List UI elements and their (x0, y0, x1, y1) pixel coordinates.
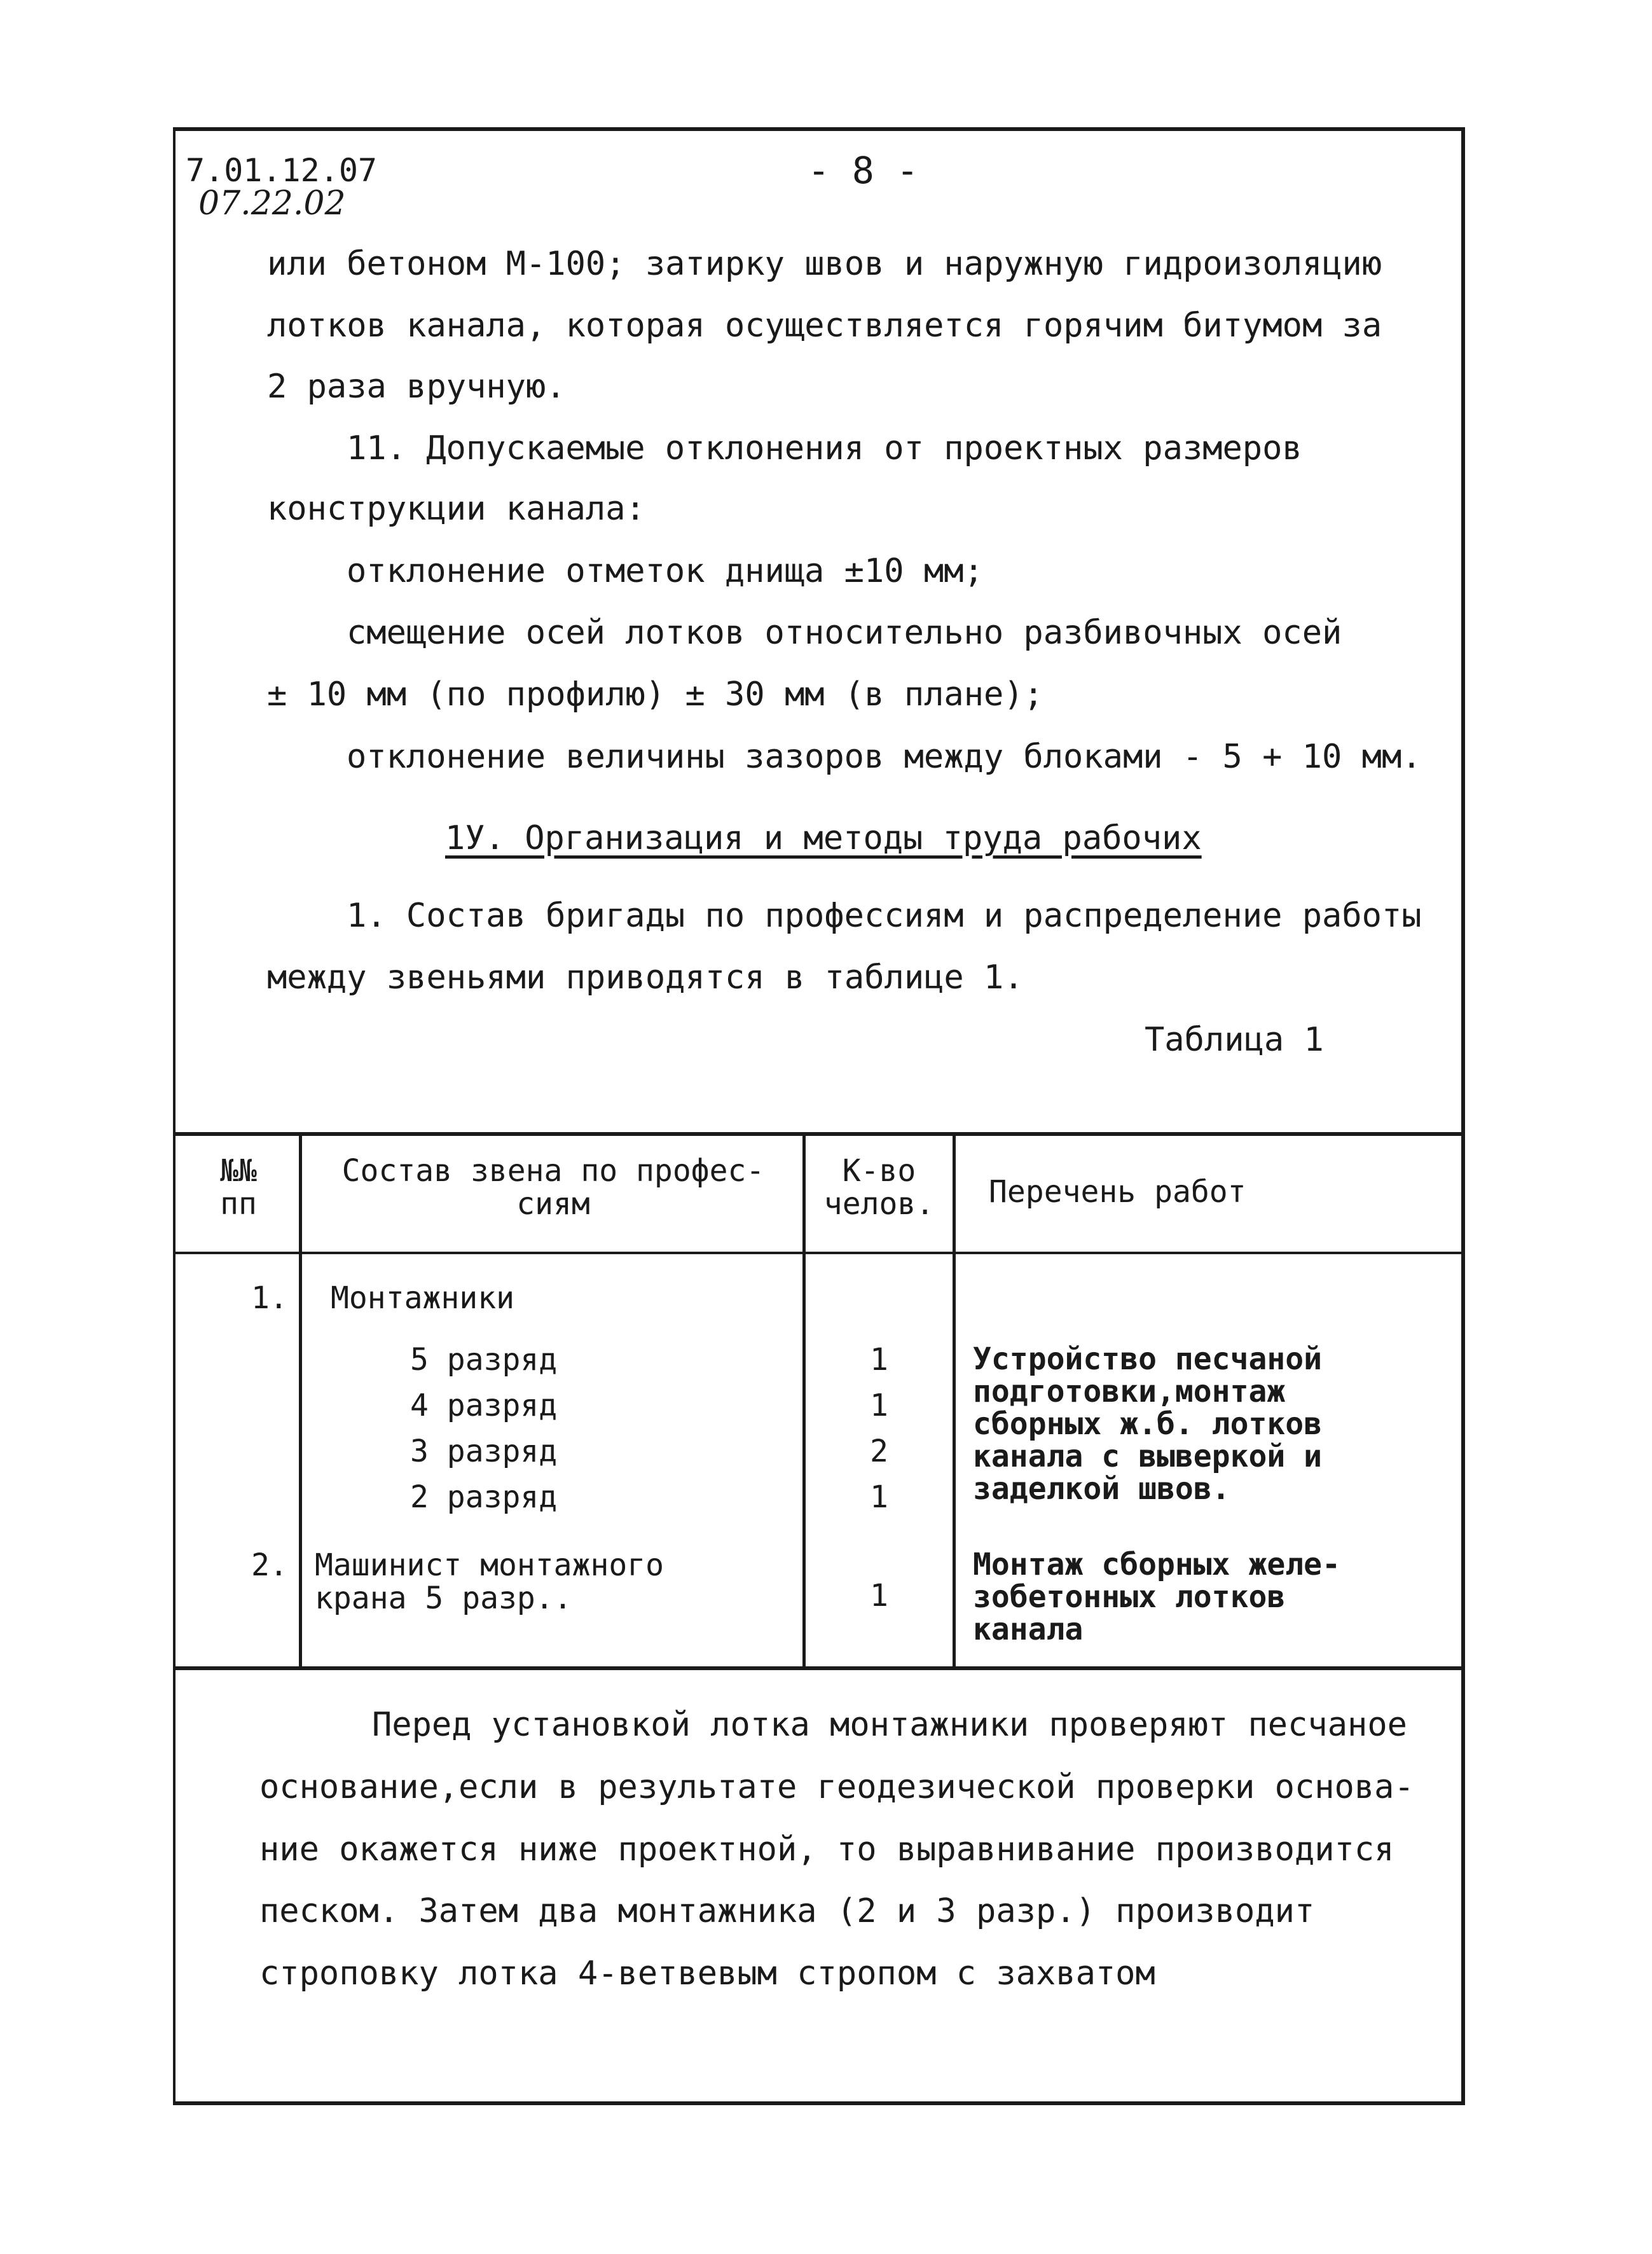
table-header-works: Перечень работ (989, 1174, 1246, 1210)
section-heading: 1У. Организация и методы труда рабочих (445, 819, 1202, 857)
body-line: ± 10 мм (по профилю) ± 30 мм (в плане); (267, 675, 1043, 714)
grade: 5 разряд (410, 1342, 558, 1378)
table-column-divider (953, 1132, 956, 1668)
page-number: - 8 - (808, 149, 919, 192)
row-number: 1. (251, 1280, 288, 1316)
body-line: 11. Допускаемые отклонения от проектных размеров (347, 429, 1302, 467)
body-line: песком. Затем два монтажника (2 и 3 разр.) производит (259, 1892, 1315, 1930)
row-composition: Машинист монтажного крана 5 разр.. (315, 1547, 664, 1616)
grade: 4 разряд (410, 1388, 558, 1423)
table-top-border (173, 1132, 1465, 1136)
count: 1 (870, 1578, 888, 1614)
row-number: 2. (251, 1547, 288, 1583)
table-header-border (173, 1252, 1465, 1254)
table-caption: Таблица 1 (1145, 1021, 1324, 1059)
body-line: Перед установкой лотка монтажники проверяют песчаное (372, 1706, 1407, 1744)
body-line: ние окажется ниже проектной, то выравнивание производится (259, 1830, 1394, 1869)
body-line: отклонение отметок днища ±10 мм; (347, 552, 984, 590)
body-line: или бетоном М-100; затирку швов и наружную гидроизоляцию (267, 245, 1382, 283)
row-works: Устройство песчаной подготовки,монтаж сборных ж.б. лотков канала с выверкой и заделкой швов. (973, 1341, 1323, 1507)
body-line: между звеньями приводятся в таблице 1. (267, 958, 1024, 997)
count: 2 (870, 1434, 888, 1469)
grade: 3 разряд (410, 1434, 558, 1469)
table-header-composition: Состав звена по профес- сиям (341, 1153, 765, 1222)
body-line: лотков канала, которая осуществляется горячим битумом за (267, 307, 1382, 345)
row-composition: Монтажники (331, 1280, 514, 1316)
page-frame (173, 127, 1465, 2105)
grade: 2 разряд (410, 1479, 558, 1515)
table-column-divider (802, 1132, 806, 1668)
body-line: смещение осей лотков относительно разбивочных осей (347, 614, 1342, 652)
table-bottom-border (173, 1666, 1465, 1670)
body-line: 2 раза вручную. (267, 368, 566, 406)
table-column-divider (299, 1132, 302, 1668)
row-works: Монтаж сборных желе- зобетонных лотков канала (973, 1547, 1340, 1647)
body-line: конструкции канала: (267, 490, 645, 528)
body-line: основание,если в результате геодезической проверки основа- (259, 1768, 1414, 1806)
body-line: отклонение величины зазоров между блоками - 5 + 10 мм. (347, 738, 1422, 776)
count: 1 (870, 1479, 888, 1515)
table-header-count: К-во челов. (823, 1153, 935, 1222)
body-line: строповку лотка 4-ветвевым стропом с захватом (259, 1954, 1155, 1993)
document-code: 7.01.12.07 (186, 152, 378, 189)
document-code-handwritten: 07.22.02 (198, 184, 346, 223)
count: 1 (870, 1388, 888, 1423)
body-line: 1. Состав бригады по профессиям и распределение работы (347, 897, 1422, 935)
table-header-num: №№ пп (220, 1153, 257, 1222)
count: 1 (870, 1342, 888, 1378)
